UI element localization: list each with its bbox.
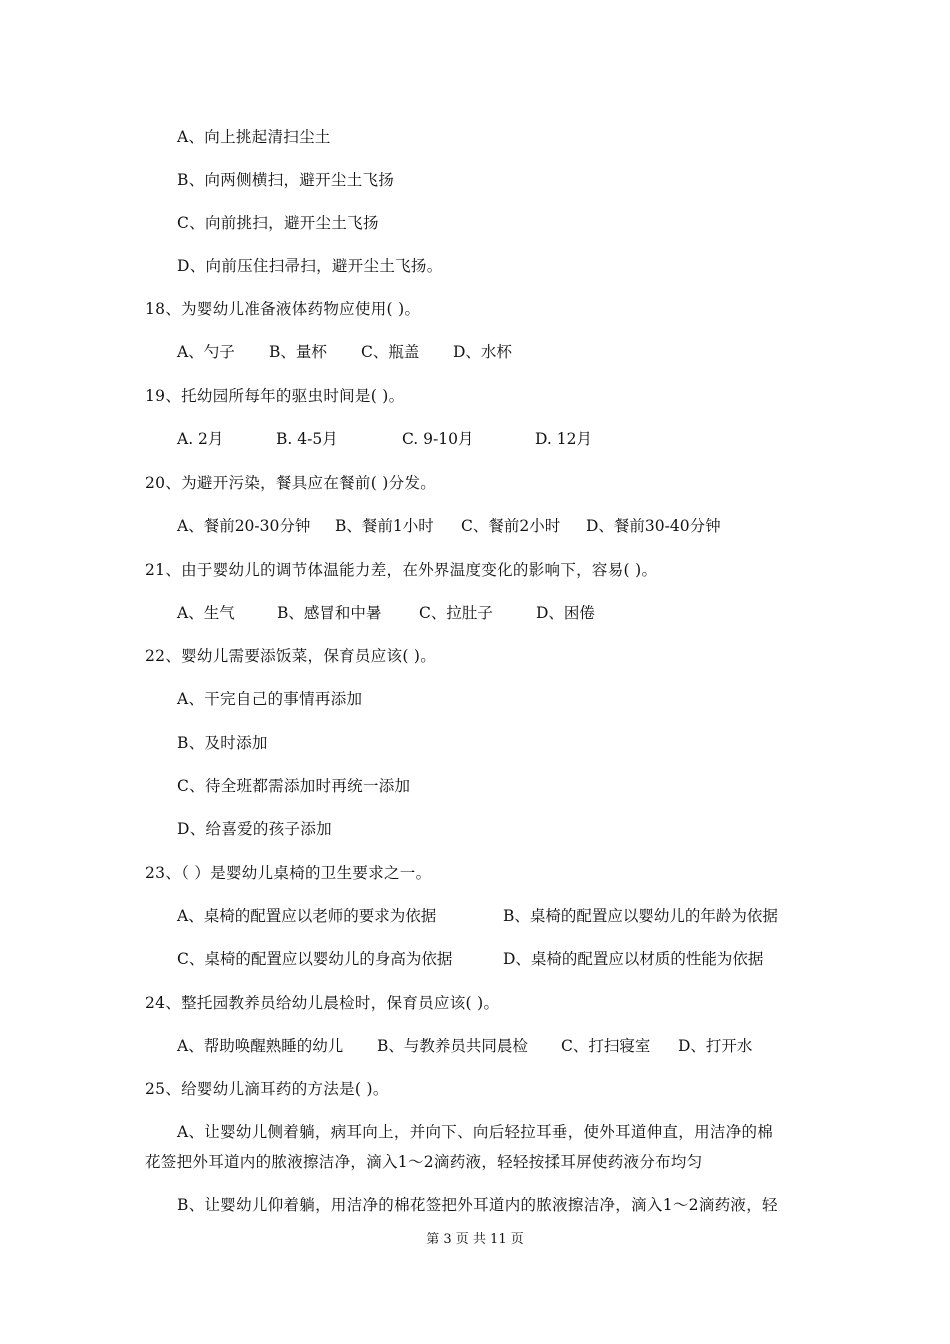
option: C、拉肚子 [419,604,493,622]
option-line: C、向前挑扫，避开尘土飞扬 [177,214,379,232]
option-line: C、待全班都需添加时再统一添加 [177,777,411,795]
option-line: A、让婴幼儿侧着躺，病耳向上，并向下、向后轻拉耳垂，使外耳道伸直，用洁净的棉 [177,1123,774,1141]
option-line: B、及时添加 [177,734,268,752]
option: D、打开水 [678,1037,753,1055]
question-25: 25、给婴幼儿滴耳药的方法是( )。 [145,1080,389,1098]
question-23: 23、（ ）是婴幼儿桌椅的卫生要求之一。 [145,864,432,882]
option-line: D、给喜爱的孩子添加 [177,820,332,838]
option-line: B、让婴幼儿仰着躺，用洁净的棉花签把外耳道内的脓液擦洁净，滴入1～2滴药液，轻 [177,1196,778,1214]
page-footer: 第 3 页 共 11 页 [426,1232,524,1247]
question-22: 22、婴幼儿需要添饭菜，保育员应该( )。 [145,647,437,665]
option: A、餐前20-30分钟 [177,517,311,535]
option: C、桌椅的配置应以婴幼儿的身高为依据 [177,950,453,968]
question-18: 18、为婴幼儿准备液体药物应使用( )。 [145,300,421,318]
question-21: 21、由于婴幼儿的调节体温能力差，在外界温度变化的影响下，容易( )。 [145,561,658,579]
option: D、桌椅的配置应以材质的性能为依据 [503,950,764,968]
option-line: B、向两侧横扫，避开尘土飞扬 [177,171,395,189]
option: A、生气 [177,604,235,622]
option: D、困倦 [536,604,595,622]
question-19: 19、托幼园所每年的驱虫时间是( )。 [145,387,405,405]
option: A、勺子 [177,343,235,361]
option: C. 9-10月 [402,430,474,448]
option: C、餐前2小时 [461,517,561,535]
option: A. 2月 [177,430,224,448]
option: B、与教养员共同晨检 [377,1037,528,1055]
option: B、感冒和中暑 [277,604,382,622]
option: D、水杯 [453,343,512,361]
option: B、量杯 [269,343,327,361]
option: D. 12月 [535,430,592,448]
option: A、帮助唤醒熟睡的幼儿 [177,1037,344,1055]
option: C、打扫寝室 [561,1037,651,1055]
question-24: 24、整托园教养员给幼儿晨检时，保育员应该( )。 [145,994,500,1012]
option: B、桌椅的配置应以婴幼儿的年龄为依据 [503,907,778,925]
option: B、餐前1小时 [335,517,434,535]
option: C、瓶盖 [361,343,420,361]
question-20: 20、为避开污染，餐具应在餐前( )分发。 [145,474,437,492]
option-line: D、向前压住扫帚扫，避开尘土飞扬。 [177,257,443,275]
option: D、餐前30-40分钟 [586,517,721,535]
option-line: A、干完自己的事情再添加 [177,690,363,708]
option: A、桌椅的配置应以老师的要求为依据 [177,907,437,925]
option-line-continued: 花签把外耳道内的脓液擦洁净，滴入1～2滴药液，轻轻按揉耳屏使药液分布均匀 [145,1153,703,1171]
option-line: A、向上挑起清扫尘土 [177,128,331,146]
option: B. 4-5月 [276,430,338,448]
